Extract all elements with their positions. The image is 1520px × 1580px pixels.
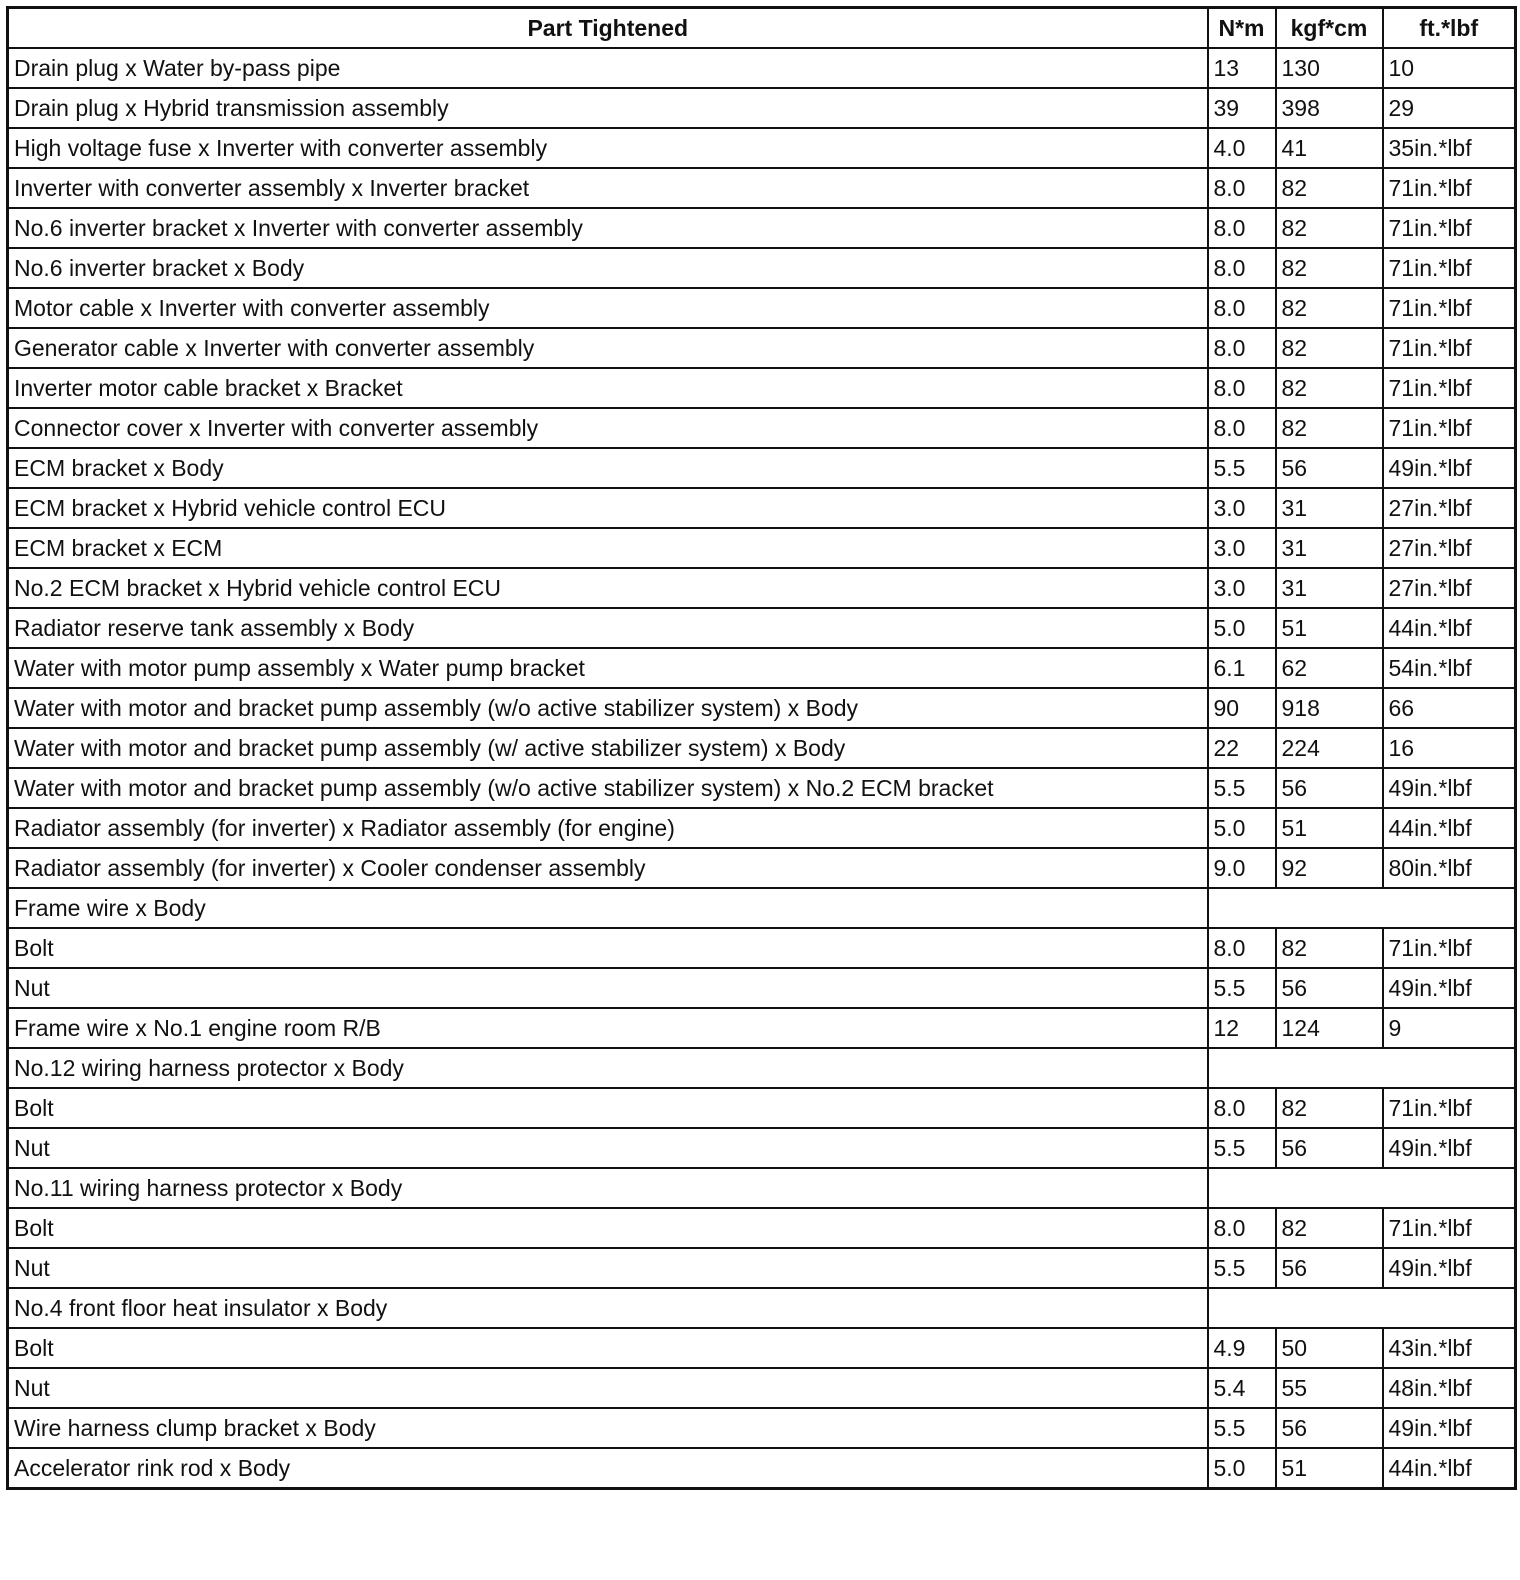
kgf-cm-cell: 130	[1276, 48, 1383, 88]
part-tightened-cell: Drain plug x Water by-pass pipe	[8, 48, 1208, 88]
newton-meter-cell: 3.0	[1208, 528, 1276, 568]
group-header-row	[8, 1168, 1516, 1208]
table-header-row	[8, 8, 1516, 49]
table-row	[8, 408, 1516, 448]
table-row	[8, 88, 1516, 128]
header-part-tightened: Part Tightened	[8, 8, 1208, 49]
newton-meter-cell: 5.5	[1208, 1128, 1276, 1168]
newton-meter-cell: 8.0	[1208, 368, 1276, 408]
ft-lbf-cell: 9	[1383, 1008, 1516, 1048]
newton-meter-cell: 4.9	[1208, 1328, 1276, 1368]
kgf-cm-cell: 56	[1276, 1248, 1383, 1288]
ft-lbf-cell: 49in.*lbf	[1383, 968, 1516, 1008]
newton-meter-cell: 4.0	[1208, 128, 1276, 168]
kgf-cm-cell: 82	[1276, 1208, 1383, 1248]
ft-lbf-cell: 80in.*lbf	[1383, 848, 1516, 888]
newton-meter-cell: 12	[1208, 1008, 1276, 1048]
ft-lbf-cell: 71in.*lbf	[1383, 928, 1516, 968]
newton-meter-cell: 5.5	[1208, 1248, 1276, 1288]
kgf-cm-cell: 51	[1276, 608, 1383, 648]
newton-meter-cell: 5.0	[1208, 808, 1276, 848]
table-row	[8, 568, 1516, 608]
table-row	[8, 1368, 1516, 1408]
part-tightened-cell: Motor cable x Inverter with converter assembly	[8, 288, 1208, 328]
kgf-cm-cell: 56	[1276, 968, 1383, 1008]
part-tightened-cell: No.2 ECM bracket x Hybrid vehicle control ECU	[8, 568, 1208, 608]
table-row	[8, 248, 1516, 288]
kgf-cm-cell: 41	[1276, 128, 1383, 168]
newton-meter-cell: 13	[1208, 48, 1276, 88]
table-row	[8, 168, 1516, 208]
newton-meter-cell: 8.0	[1208, 248, 1276, 288]
kgf-cm-cell: 51	[1276, 808, 1383, 848]
kgf-cm-cell: 92	[1276, 848, 1383, 888]
kgf-cm-cell: 82	[1276, 248, 1383, 288]
group-header-row	[8, 1288, 1516, 1328]
ft-lbf-cell: 44in.*lbf	[1383, 808, 1516, 848]
table-row	[8, 1408, 1516, 1448]
header-kgf-cm: kgf*cm	[1276, 8, 1383, 49]
ft-lbf-cell: 71in.*lbf	[1383, 1208, 1516, 1248]
table-row	[8, 48, 1516, 88]
newton-meter-cell: 8.0	[1208, 1088, 1276, 1128]
kgf-cm-cell: 82	[1276, 288, 1383, 328]
ft-lbf-cell: 27in.*lbf	[1383, 568, 1516, 608]
ft-lbf-cell: 49in.*lbf	[1383, 768, 1516, 808]
newton-meter-cell: 3.0	[1208, 488, 1276, 528]
ft-lbf-cell: 49in.*lbf	[1383, 1248, 1516, 1288]
torque-specification-table	[6, 6, 1517, 1490]
part-tightened-cell: No.6 inverter bracket x Inverter with converter assembly	[8, 208, 1208, 248]
ft-lbf-cell: 44in.*lbf	[1383, 1448, 1516, 1489]
part-tightened-cell: Generator cable x Inverter with converter assembly	[8, 328, 1208, 368]
header-newton-meter: N*m	[1208, 8, 1276, 49]
kgf-cm-cell: 56	[1276, 1128, 1383, 1168]
table-row	[8, 1128, 1516, 1168]
table-row	[8, 1008, 1516, 1048]
kgf-cm-cell: 82	[1276, 368, 1383, 408]
table-row	[8, 848, 1516, 888]
ft-lbf-cell: 71in.*lbf	[1383, 328, 1516, 368]
part-tightened-cell: ECM bracket x Body	[8, 448, 1208, 488]
ft-lbf-cell: 49in.*lbf	[1383, 1408, 1516, 1448]
empty-torque-cell	[1208, 888, 1516, 928]
newton-meter-cell: 39	[1208, 88, 1276, 128]
part-tightened-cell: No.4 front floor heat insulator x Body	[8, 1288, 1208, 1328]
part-tightened-cell: Radiator assembly (for inverter) x Radiator assembly (for engine)	[8, 808, 1208, 848]
newton-meter-cell: 8.0	[1208, 328, 1276, 368]
kgf-cm-cell: 918	[1276, 688, 1383, 728]
newton-meter-cell: 8.0	[1208, 408, 1276, 448]
ft-lbf-cell: 27in.*lbf	[1383, 528, 1516, 568]
part-tightened-cell: Drain plug x Hybrid transmission assembly	[8, 88, 1208, 128]
part-tightened-cell: Bolt	[8, 1208, 1208, 1248]
kgf-cm-cell: 124	[1276, 1008, 1383, 1048]
ft-lbf-cell: 29	[1383, 88, 1516, 128]
part-tightened-cell: Nut	[8, 968, 1208, 1008]
table-body	[8, 48, 1516, 1489]
part-tightened-cell: Nut	[8, 1368, 1208, 1408]
ft-lbf-cell: 16	[1383, 728, 1516, 768]
ft-lbf-cell: 10	[1383, 48, 1516, 88]
ft-lbf-cell: 71in.*lbf	[1383, 288, 1516, 328]
kgf-cm-cell: 55	[1276, 1368, 1383, 1408]
ft-lbf-cell: 54in.*lbf	[1383, 648, 1516, 688]
part-tightened-cell: Connector cover x Inverter with converter assembly	[8, 408, 1208, 448]
kgf-cm-cell: 56	[1276, 768, 1383, 808]
ft-lbf-cell: 48in.*lbf	[1383, 1368, 1516, 1408]
part-tightened-cell: ECM bracket x ECM	[8, 528, 1208, 568]
newton-meter-cell: 5.5	[1208, 768, 1276, 808]
empty-torque-cell	[1208, 1168, 1516, 1208]
kgf-cm-cell: 62	[1276, 648, 1383, 688]
part-tightened-cell: Bolt	[8, 928, 1208, 968]
ft-lbf-cell: 71in.*lbf	[1383, 1088, 1516, 1128]
part-tightened-cell: Water with motor and bracket pump assembly (w/ active stabilizer system) x Body	[8, 728, 1208, 768]
ft-lbf-cell: 49in.*lbf	[1383, 448, 1516, 488]
table-row	[8, 968, 1516, 1008]
kgf-cm-cell: 82	[1276, 408, 1383, 448]
part-tightened-cell: Inverter motor cable bracket x Bracket	[8, 368, 1208, 408]
part-tightened-cell: Nut	[8, 1248, 1208, 1288]
part-tightened-cell: No.6 inverter bracket x Body	[8, 248, 1208, 288]
newton-meter-cell: 5.5	[1208, 1408, 1276, 1448]
newton-meter-cell: 5.0	[1208, 1448, 1276, 1489]
newton-meter-cell: 90	[1208, 688, 1276, 728]
ft-lbf-cell: 66	[1383, 688, 1516, 728]
part-tightened-cell: Nut	[8, 1128, 1208, 1168]
table-row	[8, 368, 1516, 408]
newton-meter-cell: 8.0	[1208, 1208, 1276, 1248]
part-tightened-cell: Inverter with converter assembly x Inverter bracket	[8, 168, 1208, 208]
table-row	[8, 208, 1516, 248]
ft-lbf-cell: 27in.*lbf	[1383, 488, 1516, 528]
newton-meter-cell: 22	[1208, 728, 1276, 768]
part-tightened-cell: Accelerator rink rod x Body	[8, 1448, 1208, 1489]
part-tightened-cell: Radiator reserve tank assembly x Body	[8, 608, 1208, 648]
empty-torque-cell	[1208, 1288, 1516, 1328]
kgf-cm-cell: 51	[1276, 1448, 1383, 1489]
newton-meter-cell: 5.5	[1208, 968, 1276, 1008]
table-row	[8, 688, 1516, 728]
newton-meter-cell: 5.5	[1208, 448, 1276, 488]
table-row	[8, 328, 1516, 368]
newton-meter-cell: 8.0	[1208, 288, 1276, 328]
table-row	[8, 1248, 1516, 1288]
table-row	[8, 128, 1516, 168]
kgf-cm-cell: 50	[1276, 1328, 1383, 1368]
kgf-cm-cell: 31	[1276, 488, 1383, 528]
kgf-cm-cell: 82	[1276, 928, 1383, 968]
newton-meter-cell: 8.0	[1208, 168, 1276, 208]
ft-lbf-cell: 71in.*lbf	[1383, 168, 1516, 208]
ft-lbf-cell: 35in.*lbf	[1383, 128, 1516, 168]
part-tightened-cell: Water with motor and bracket pump assembly (w/o active stabilizer system) x No.2 ECM bracket	[8, 768, 1208, 808]
table-row	[8, 928, 1516, 968]
part-tightened-cell: Frame wire x Body	[8, 888, 1208, 928]
ft-lbf-cell: 71in.*lbf	[1383, 408, 1516, 448]
table-row	[8, 608, 1516, 648]
empty-torque-cell	[1208, 1048, 1516, 1088]
kgf-cm-cell: 31	[1276, 568, 1383, 608]
newton-meter-cell: 5.4	[1208, 1368, 1276, 1408]
table-row	[8, 1328, 1516, 1368]
part-tightened-cell: ECM bracket x Hybrid vehicle control ECU	[8, 488, 1208, 528]
table-row	[8, 1448, 1516, 1489]
part-tightened-cell: High voltage fuse x Inverter with converter assembly	[8, 128, 1208, 168]
kgf-cm-cell: 398	[1276, 88, 1383, 128]
kgf-cm-cell: 31	[1276, 528, 1383, 568]
ft-lbf-cell: 44in.*lbf	[1383, 608, 1516, 648]
kgf-cm-cell: 82	[1276, 168, 1383, 208]
kgf-cm-cell: 56	[1276, 1408, 1383, 1448]
kgf-cm-cell: 82	[1276, 208, 1383, 248]
table-row	[8, 1208, 1516, 1248]
kgf-cm-cell: 82	[1276, 1088, 1383, 1128]
part-tightened-cell: Bolt	[8, 1328, 1208, 1368]
ft-lbf-cell: 71in.*lbf	[1383, 368, 1516, 408]
ft-lbf-cell: 71in.*lbf	[1383, 208, 1516, 248]
table-row	[8, 648, 1516, 688]
table-row	[8, 728, 1516, 768]
ft-lbf-cell: 71in.*lbf	[1383, 248, 1516, 288]
table-row	[8, 768, 1516, 808]
kgf-cm-cell: 82	[1276, 328, 1383, 368]
newton-meter-cell: 5.0	[1208, 608, 1276, 648]
header-ft-lbf: ft.*lbf	[1383, 8, 1516, 49]
part-tightened-cell: Frame wire x No.1 engine room R/B	[8, 1008, 1208, 1048]
part-tightened-cell: Bolt	[8, 1088, 1208, 1128]
table-row	[8, 288, 1516, 328]
newton-meter-cell: 9.0	[1208, 848, 1276, 888]
table-row	[8, 808, 1516, 848]
newton-meter-cell: 6.1	[1208, 648, 1276, 688]
table-row	[8, 528, 1516, 568]
part-tightened-cell: No.12 wiring harness protector x Body	[8, 1048, 1208, 1088]
part-tightened-cell: Wire harness clump bracket x Body	[8, 1408, 1208, 1448]
newton-meter-cell: 8.0	[1208, 928, 1276, 968]
ft-lbf-cell: 43in.*lbf	[1383, 1328, 1516, 1368]
kgf-cm-cell: 224	[1276, 728, 1383, 768]
newton-meter-cell: 3.0	[1208, 568, 1276, 608]
part-tightened-cell: No.11 wiring harness protector x Body	[8, 1168, 1208, 1208]
table-row	[8, 1088, 1516, 1128]
newton-meter-cell: 8.0	[1208, 208, 1276, 248]
group-header-row	[8, 1048, 1516, 1088]
group-header-row	[8, 888, 1516, 928]
ft-lbf-cell: 49in.*lbf	[1383, 1128, 1516, 1168]
table-row	[8, 448, 1516, 488]
part-tightened-cell: Radiator assembly (for inverter) x Cooler condenser assembly	[8, 848, 1208, 888]
table-row	[8, 488, 1516, 528]
kgf-cm-cell: 56	[1276, 448, 1383, 488]
part-tightened-cell: Water with motor and bracket pump assembly (w/o active stabilizer system) x Body	[8, 688, 1208, 728]
part-tightened-cell: Water with motor pump assembly x Water pump bracket	[8, 648, 1208, 688]
